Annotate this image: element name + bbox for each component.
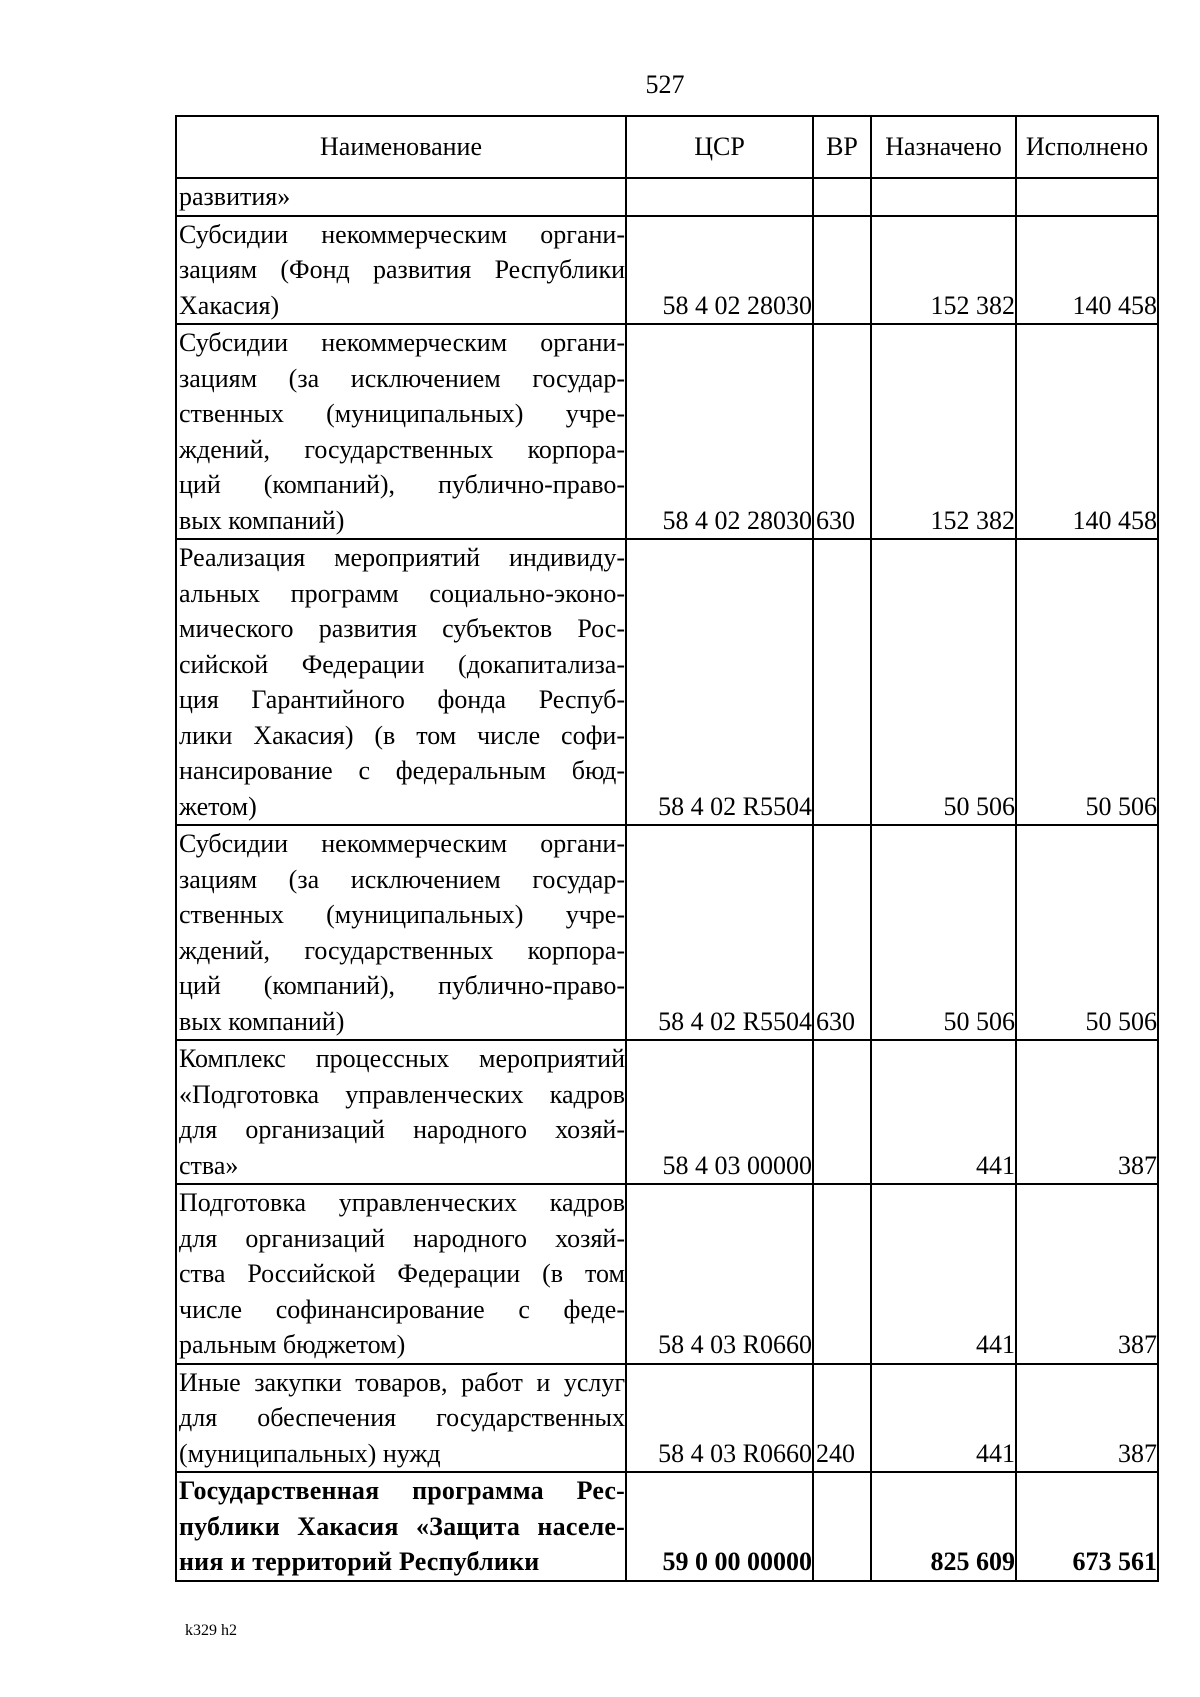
cell-csr: 58 4 02 R5504: [626, 825, 813, 1040]
cell-name-line: Хакасия): [179, 290, 280, 320]
cell-name: [176, 1040, 626, 1184]
cell-name-line: Государственная программа Рес-: [179, 1476, 625, 1505]
cell-vr: [813, 178, 871, 216]
cell-assigned: 441: [871, 1364, 1016, 1473]
cell-assigned: 50 506: [871, 825, 1016, 1040]
header-assigned: Назначено: [871, 116, 1016, 178]
cell-assigned: 152 382: [871, 216, 1016, 325]
table-body: [176, 178, 1158, 1581]
cell-name: [176, 1472, 626, 1581]
cell-name-line: Подготовка управленческих кадров: [179, 1188, 625, 1217]
cell-assigned: 825 609: [871, 1472, 1016, 1581]
table-row: [176, 1364, 1158, 1473]
cell-executed: [1016, 178, 1158, 216]
cell-vr: 240: [813, 1364, 871, 1473]
cell-name-line: Реализация мероприятий индивиду-: [179, 543, 625, 572]
cell-executed: 50 506: [1016, 825, 1158, 1040]
cell-executed: 50 506: [1016, 539, 1158, 825]
cell-executed: 387: [1016, 1184, 1158, 1364]
cell-name-line: зациям (за исключением государ-: [179, 363, 625, 393]
cell-name-line: Субсидии некоммерческим органи-: [179, 219, 625, 249]
cell-vr: [813, 1184, 871, 1364]
table-row: [176, 539, 1158, 825]
cell-name-line: сийской Федерации (докапитализа-: [179, 649, 625, 679]
cell-name-line: ций (компаний), публично-право-: [179, 971, 625, 1000]
cell-name-line: «Подготовка управленческих кадров: [179, 1079, 625, 1109]
cell-name-line: Субсидии некоммерческим органи-: [179, 829, 625, 858]
cell-name-line: ственных (муниципальных) учре-: [179, 900, 625, 929]
cell-name-line: нансирование с федеральным бюд-: [179, 756, 625, 785]
cell-assigned: 50 506: [871, 539, 1016, 825]
cell-name-line: ция Гарантийного фонда Респуб-: [179, 685, 625, 714]
header-name: Наименование: [176, 116, 626, 178]
table-row: [176, 825, 1158, 1040]
cell-executed: 387: [1016, 1364, 1158, 1473]
cell-name-line: (муниципальных) нужд: [179, 1438, 441, 1468]
cell-assigned: 152 382: [871, 324, 1016, 539]
cell-name-line: жетом): [179, 791, 257, 821]
cell-name-line: мического развития субъектов Рос-: [179, 614, 625, 643]
header-csr: ЦСР: [626, 116, 813, 178]
cell-name-line: числе софинансирование с феде-: [179, 1294, 625, 1324]
cell-vr: 630: [813, 825, 871, 1040]
cell-vr: [813, 216, 871, 325]
cell-name-line: вых компаний): [179, 1006, 345, 1036]
table-row: [176, 178, 1158, 216]
cell-name-line: для организаций народного хозяй-: [179, 1223, 625, 1253]
cell-vr: 630: [813, 324, 871, 539]
cell-name-line: ждений, государственных корпора-: [179, 935, 625, 965]
header-executed: Исполнено: [1016, 116, 1158, 178]
cell-name-line: зациям (Фонд развития Республики: [179, 255, 625, 284]
cell-name-line: ния и территорий Республики: [179, 1547, 540, 1576]
cell-name-line: ральным бюджетом): [179, 1330, 406, 1359]
cell-name-line: для обеспечения государственных: [179, 1403, 625, 1432]
cell-executed: 387: [1016, 1040, 1158, 1184]
table-row: [176, 1472, 1158, 1581]
cell-executed: 673 561: [1016, 1472, 1158, 1581]
cell-name-line: зациям (за исключением государ-: [179, 864, 625, 894]
table-row: [176, 1040, 1158, 1184]
cell-assigned: [871, 178, 1016, 216]
cell-csr: 58 4 03 R0660: [626, 1364, 813, 1473]
budget-table: [175, 115, 1159, 1582]
cell-csr: 58 4 03 R0660: [626, 1184, 813, 1364]
cell-name-line: Иные закупки товаров, работ и услуг: [179, 1367, 625, 1397]
cell-name-line: вых компаний): [179, 505, 345, 535]
cell-name: [176, 1184, 626, 1364]
cell-name: [176, 825, 626, 1040]
cell-name: [176, 178, 626, 216]
cell-executed: 140 458: [1016, 324, 1158, 539]
cell-assigned: 441: [871, 1184, 1016, 1364]
header-vr: ВР: [813, 116, 871, 178]
cell-assigned: 441: [871, 1040, 1016, 1184]
cell-name: [176, 539, 626, 825]
cell-executed: 140 458: [1016, 216, 1158, 325]
cell-name-line: ждений, государственных корпора-: [179, 434, 625, 464]
cell-name-line: для организаций народного хозяй-: [179, 1115, 625, 1144]
cell-name-line: лики Хакасия) (в том числе софи-: [179, 720, 625, 750]
cell-name: [176, 324, 626, 539]
cell-name-line: публики Хакасия «Защита населе-: [179, 1511, 625, 1541]
table-row: [176, 216, 1158, 325]
cell-name-line: Субсидии некоммерческим органи-: [179, 328, 625, 357]
footer-code: k329 h2: [185, 1622, 237, 1639]
table-row: [176, 324, 1158, 539]
cell-vr: [813, 539, 871, 825]
cell-name-line: ства»: [179, 1150, 239, 1180]
cell-csr: 58 4 02 28030: [626, 324, 813, 539]
table-row: [176, 1184, 1158, 1364]
cell-name: [176, 1364, 626, 1473]
page-number: 527: [645, 70, 685, 99]
cell-csr: [626, 178, 813, 216]
cell-name: [176, 216, 626, 325]
cell-name-line: ций (компаний), публично-право-: [179, 470, 625, 499]
cell-vr: [813, 1472, 871, 1581]
cell-name-line: ства Российской Федерации (в том: [179, 1259, 625, 1288]
table-header-row: [176, 116, 1158, 178]
cell-name-line: ственных (муниципальных) учре-: [179, 399, 625, 428]
cell-csr: 58 4 02 R5504: [626, 539, 813, 825]
cell-name-line: альных программ социально-эконо-: [179, 578, 625, 608]
cell-vr: [813, 1040, 871, 1184]
cell-name-line: развития»: [179, 182, 291, 211]
cell-csr: 59 0 00 00000: [626, 1472, 813, 1581]
cell-csr: 58 4 03 00000: [626, 1040, 813, 1184]
cell-name-line: Комплекс процессных мероприятий: [179, 1044, 625, 1073]
cell-csr: 58 4 02 28030: [626, 216, 813, 325]
